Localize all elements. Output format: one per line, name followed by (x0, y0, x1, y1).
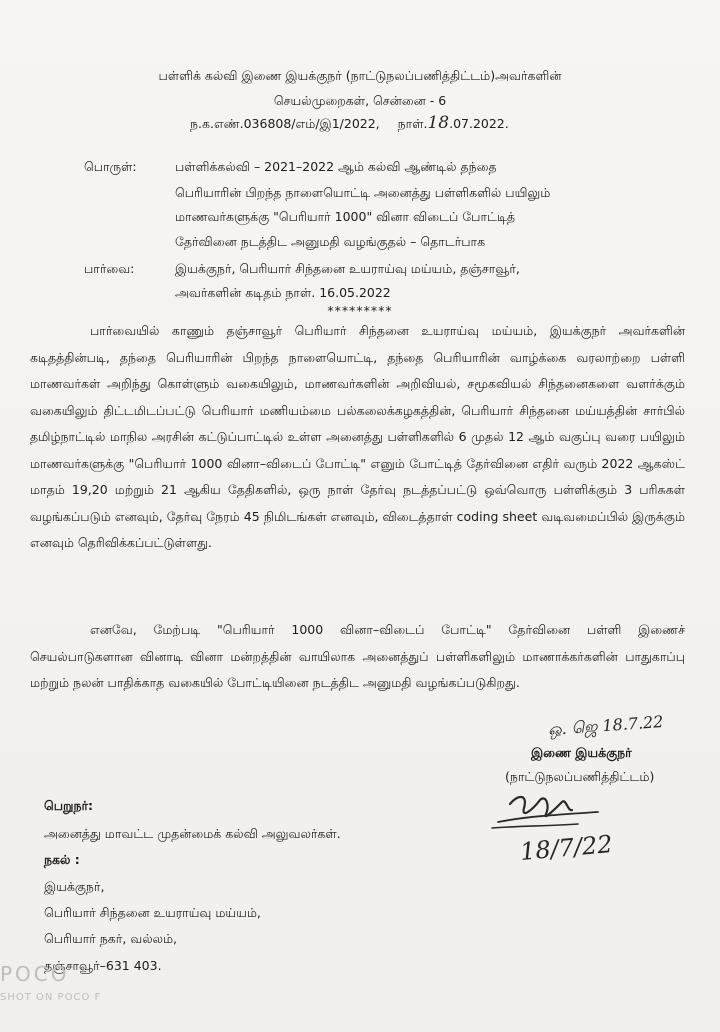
recipient-text: அனைத்து மாவட்ட முதன்மைக் கல்வி அலுவலர்கள். (44, 826, 341, 841)
copy-label: நகல் : (44, 852, 80, 867)
separator-stars: ********* (327, 303, 393, 318)
subject-line-3: மாணவர்களுக்கு "பெரியார் 1000" வினா விடைப் போட்டித் (175, 209, 516, 224)
reference-number: ந.க.எண்.036808/எம்/இ1/2022, (190, 116, 380, 131)
subject-line-2: பெரியாரின் பிறந்த நாளையொட்டி அனைத்து பள்ளிகளில் பயிலும் (175, 185, 551, 200)
subject-label: பொருள்: (84, 159, 137, 174)
reference-line-1: இயக்குநர், பெரியார் சிந்தனை உயராய்வு மய்யம், தஞ்சாவூர், (175, 261, 520, 276)
body-paragraph-2: எனவே, மேற்படி "பெரியார் 1000 வினா–விடைப் போட்டி" தேர்வினை பள்ளி இணைச் செயல்பாடுகளான வினாடி வினா மன்றத்தின் வாயிலாக அனைத்துப் பள்ளிகளிலும் மாணாக்கர்களின் பாதுகாப்பு மற்றும் நலன் பாதிக்காத வகையில் போட்டியினை நடத்திட அனுமதி வழங்கப்படுகிறது. (30, 622, 685, 690)
watermark-logo: POCO (0, 962, 70, 986)
copy-line-2: பெரியார் சிந்தனை உயராய்வு மய்யம், (44, 905, 261, 920)
signatory-subtitle: (நாட்டுநலப்பணித்திட்டம்) (505, 769, 655, 784)
copy-line-3: பெரியார் நகர், வல்லம், (44, 931, 178, 946)
signatory-title: இணை இயக்குநர் (531, 745, 632, 760)
header-line-1: பள்ளிக் கல்வி இணை இயக்குநர் (நாட்டுநலப்பணித்திட்டம்)அவர்களின் (158, 68, 562, 83)
date-day-handwritten: 18 (427, 113, 450, 133)
watermark-caption: SHOT ON POCO F (0, 992, 102, 1003)
reference-line-2: அவர்களின் கடிதம் நாள். 16.05.2022 (175, 285, 391, 300)
reference-label: பார்வை: (84, 261, 135, 276)
subject-line-4: தேர்வினை நடத்திட அனுமதி வழங்குதல் – தொடர்பாக (175, 234, 486, 249)
subject-line-1: பள்ளிக்கல்வி – 2021–2022 ஆம் கல்வி ஆண்டில் தந்தை (175, 159, 497, 174)
header-line-2: செயல்முறைகள், சென்னை - 6 (273, 93, 447, 108)
handwritten-initials: ஒ. ஜெ 18.7.22 (547, 711, 664, 740)
body-paragraph-1: பார்வையில் காணும் தஞ்சாவூர் பெரியார் சிந்தனை உயராய்வு மய்யம், இயக்குநர் அவர்களின் கடிதத்தின்படி, தந்தை பெரியாரின் பிறந்த நாளையொட்டி, தந்தை பெரியாரின் வாழ்க்கை வரலாற்றை பள்ளி மாணவர்கள் அறிந்து கொள்ளும் வகையிலும், மாணவர்களின் அறிவியல், சமூகவியல் சிந்தனைகளை வளர்க்கும் வகையிலும் திட்டமிடப்பட்டு பெரியார் மணியம்மை பல்கலைக்கழகத்தின், பெரியார் சிந்தனை மய்யத்தின் சார்பில் தமிழ்நாட்டில் மாநில அரசின் கட்டுப்பாட்டில் உள்ள அனைத்து பள்ளிகளில் 6 முதல் 12 ஆம் வகுப்பு வரை பயிலும் மாணவர்களுக்கு "பெரியார் 1000 வினா–விடைப் போட்டி" எனும் போட்டித் தேர்வினை எதிர் வரும் 2022 ஆகஸ்ட் மாதம் 19,20 மற்றும் 21 ஆகிய தேதிகளில், ஒரு நாள் தேர்வு நடத்தப்பட்டு ஒவ்வொரு பள்ளிக்கும் 3 பரிசுகள் வழங்கப்படும் எனவும், தேர்வு நேரம் 45 நிமிடங்கள் எனவும், விடைத்தாள் coding sheet வடிவமைப்பில் இருக்கும் எனவும் தெரிவிக்கப்பட்டுள்ளது. (30, 323, 685, 550)
date-rest: .07.2022. (449, 116, 509, 131)
date-label: நாள். (397, 116, 428, 131)
reference-number-line (190, 115, 509, 132)
recipient-label: பெறுநர்: (44, 798, 94, 813)
copy-line-4: தஞ்சாவூர்–631 403. (44, 958, 162, 973)
handwritten-signature-date: 18/7/22 (518, 830, 614, 866)
copy-line-1: இயக்குநர், (44, 879, 105, 894)
